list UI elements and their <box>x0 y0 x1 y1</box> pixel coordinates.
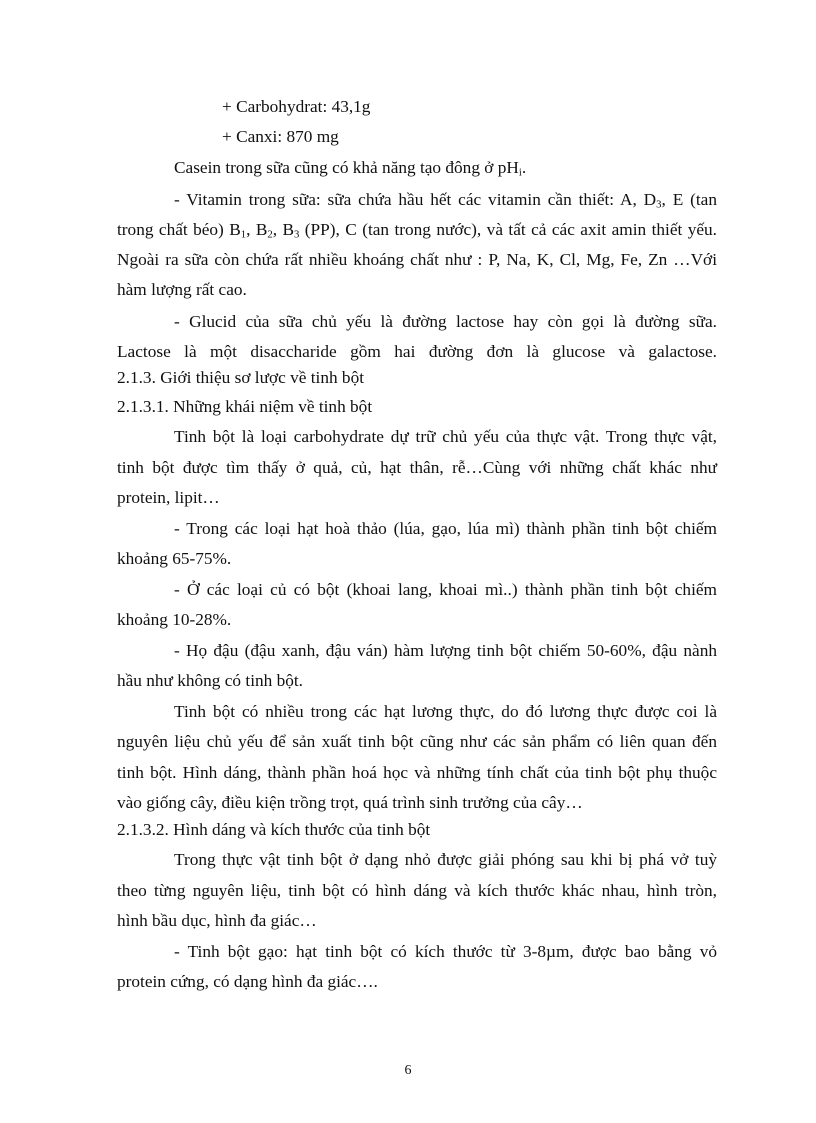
shape-paragraph-line-2: theo từng nguyên liệu, tinh bột có hình dáng và kích thước khác nhau, hình tròn, <box>117 881 717 900</box>
tuber-paragraph-line-2: khoảng 10-28%. <box>117 610 232 629</box>
vitamin-paragraph-line-3: Ngoài ra sữa còn chứa rất nhiều khoáng chất như : P, Na, K, Cl, Mg, Fe, Zn …Với <box>117 250 717 269</box>
starch-paragraph-line-2: tinh bột được tìm thấy ở quả, củ, hạt thân, rễ…Cùng với những chất khác như <box>117 458 717 477</box>
shape-paragraph-line-3: hình bầu dục, hình đa giác… <box>117 911 317 930</box>
page-number: 6 <box>404 1063 412 1078</box>
rice-starch-paragraph-line-1: - Tinh bột gạo: hạt tinh bột có kích thước từ 3-8µm, được bao bằng vỏ <box>174 942 717 961</box>
section-heading-2-1-3: 2.1.3. Giới thiệu sơ lược về tinh bột <box>117 368 365 387</box>
vitamin-paragraph-line-1: - Vitamin trong sữa: sữa chứa hầu hết các vitamin cần thiết: A, $D_3$, E (tan <box>174 190 717 211</box>
section-heading-2-1-3-2: 2.1.3.2. Hình dáng và kích thước của tinh bột <box>117 820 431 839</box>
grain-paragraph-line-4: vào giống cây, điều kiện trồng trọt, quá trình sinh trưởng của cây… <box>117 793 583 812</box>
glucid-paragraph-line-1: - Glucid của sữa chủ yếu là đường lactose hay còn gọi là đường sữa. <box>174 312 717 331</box>
grain-paragraph-line-3: tinh bột. Hình dáng, thành phần hoá học và những tính chất của tinh bột phụ thuộc <box>117 763 717 782</box>
starch-paragraph-line-1: Tinh bột là loại carbohydrate dự trữ chủ yếu của thực vật. Trong thực vật, <box>174 427 717 446</box>
grain-paragraph-line-1: Tinh bột có nhiều trong các hạt lương thực, do đó lương thực được coi là <box>174 702 717 721</box>
rice-starch-paragraph-line-2: protein cứng, có dạng hình đa giác…. <box>117 972 378 991</box>
cereal-paragraph-line-2: khoảng 65-75%. <box>117 549 232 568</box>
legume-paragraph-line-2: hầu như không có tinh bột. <box>117 671 304 690</box>
grain-paragraph-line-2: nguyên liệu chủ yếu để sản xuất tinh bột cũng như các sản phẩm có liên quan đến <box>117 732 717 751</box>
casein-paragraph: Casein trong sữa cũng có khả năng tạo đông ở $pH_i$. <box>174 158 527 179</box>
vitamin-paragraph-line-2: trong chất béo) $B_1$, $B_2$, $B_3$ (PP), C (tan trong nước), và tất cả các axit amin thiết yếu. <box>117 220 717 241</box>
vitamin-paragraph-line-4: hàm lượng rất cao. <box>117 280 247 299</box>
shape-paragraph-line-1: Trong thực vật tinh bột ở dạng nhỏ được giải phóng sau khi bị phá vở tuỳ <box>174 850 717 869</box>
nutrient-carbohydrate: + Carbohydrat: 43,1g <box>222 97 371 116</box>
tuber-paragraph-line-1: - Ở các loại củ có bột (khoai lang, khoai mì..) thành phần tinh bột chiếm <box>174 580 717 599</box>
cereal-paragraph-line-1: - Trong các loại hạt hoà thảo (lúa, gạo, lúa mì) thành phần tinh bột chiếm <box>174 519 717 538</box>
section-heading-2-1-3-1: 2.1.3.1. Những khái niệm về tinh bột <box>117 397 373 416</box>
glucid-paragraph-line-2: Lactose là một disaccharide gồm hai đường đơn là glucose và galactose. <box>117 342 717 361</box>
starch-paragraph-line-3: protein, lipit… <box>117 488 220 507</box>
nutrient-calcium: + Canxi: 870 mg <box>222 127 339 146</box>
legume-paragraph-line-1: - Họ đậu (đậu xanh, đậu ván) hàm lượng tinh bột chiếm 50-60%, đậu nành <box>174 641 717 660</box>
